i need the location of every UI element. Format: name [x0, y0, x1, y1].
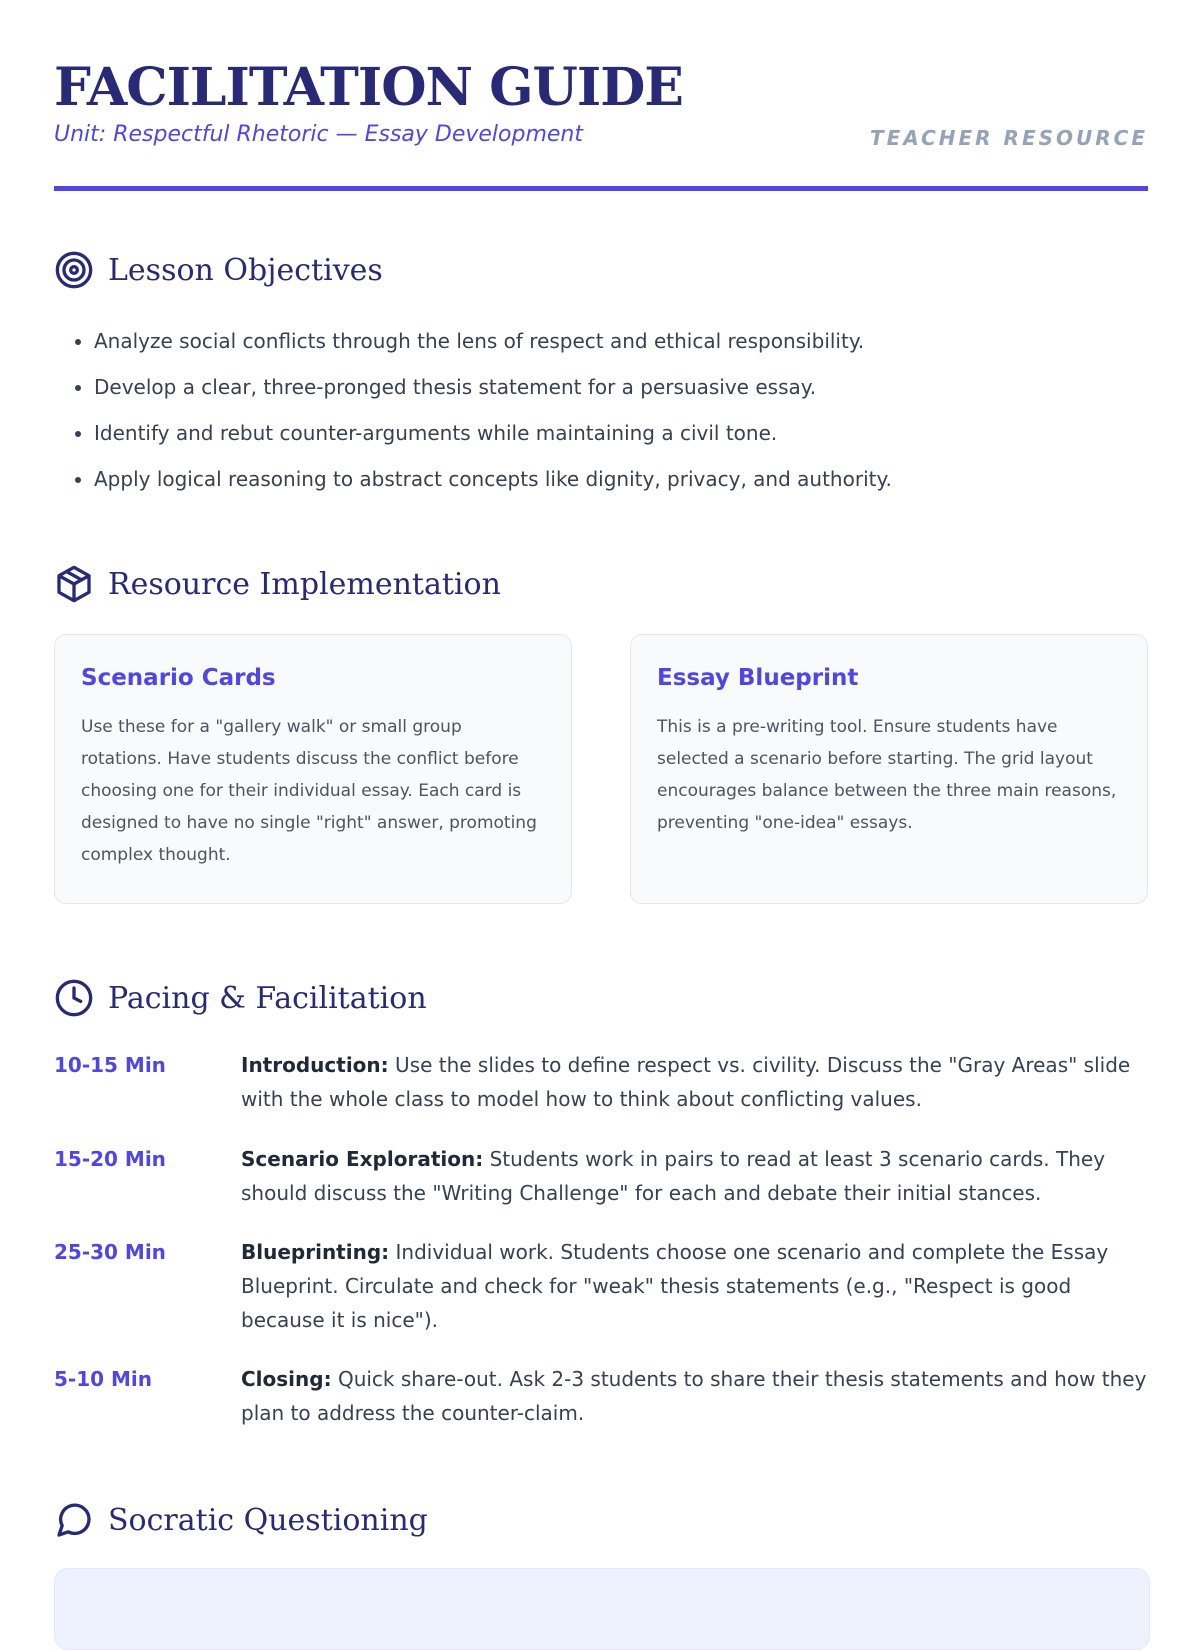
pacing-description	[241, 1362, 1148, 1430]
header	[54, 56, 1148, 150]
essay-blueprint-card	[630, 634, 1148, 904]
pacing-heading-text: Pacing & Facilitation	[108, 980, 427, 1016]
card-body: Use these for a "gallery walk" or small group rotations. Have students discuss the conflict before choosing one for their individual essay. Each card is designed to have no single "right" answer, promoting complex thought.	[81, 717, 537, 865]
pacing-row	[54, 1142, 1148, 1210]
scenario-cards-card	[54, 634, 572, 904]
package-icon	[54, 564, 94, 604]
unit-subtitle: Unit: Respectful Rhetoric — Essay Development	[54, 122, 583, 147]
list-item: • Apply logical reasoning to abstract concepts like dignity, privacy, and authority.	[94, 456, 1154, 502]
list-item: • Analyze social conflicts through the lens of respect and ethical responsibility.	[94, 318, 1154, 364]
socratic-heading-text: Socratic Questioning	[108, 1502, 428, 1538]
teacher-resource-tag: TEACHER RESOURCE	[869, 126, 1148, 150]
section-heading-socratic	[54, 1500, 428, 1540]
pacing-label: Scenario Exploration:	[241, 1147, 484, 1171]
pacing-description	[241, 1142, 1148, 1210]
card-body: This is a pre-writing tool. Ensure students have selected a scenario before starting. The grid layout encourages balance between the three main reasons, preventing "one-idea" essays.	[657, 717, 1117, 833]
pacing-label: Introduction:	[241, 1053, 389, 1077]
objectives-list	[54, 318, 1154, 502]
page-title: FACILITATION GUIDE	[54, 57, 683, 118]
pacing-time: 10-15 Min	[54, 1053, 166, 1077]
section-heading-pacing	[54, 978, 427, 1018]
objectives-heading-text: Lesson Objectives	[108, 252, 383, 288]
socratic-questions-box	[54, 1568, 1150, 1650]
section-heading-objectives	[54, 250, 383, 290]
pacing-text: Students work in pairs to read at least 3 scenario cards. They should discuss the "Writing Challenge" for each and debate their initial stances.	[241, 1147, 1106, 1205]
pacing-text: Quick share-out. Ask 2-3 students to share their thesis statements and how they plan to address the counter-claim.	[241, 1367, 1147, 1425]
pacing-description	[241, 1048, 1148, 1116]
pacing-time: 25-30 Min	[54, 1240, 166, 1264]
pacing-text: Individual work. Students choose one scenario and complete the Essay Blueprint. Circulate and check for "weak" thesis statements (e.g., "Respect is good because it is nice").	[241, 1240, 1109, 1332]
card-title: Scenario Cards	[81, 665, 276, 691]
pacing-row	[54, 1048, 1148, 1116]
pacing-time: 5-10 Min	[54, 1367, 153, 1391]
list-item: • Identify and rebut counter-arguments while maintaining a civil tone.	[94, 410, 1154, 456]
header-divider	[54, 186, 1148, 191]
pacing-description	[241, 1235, 1148, 1337]
pacing-row	[54, 1362, 1148, 1430]
resources-heading-text: Resource Implementation	[108, 566, 501, 602]
card-title: Essay Blueprint	[657, 665, 859, 691]
clock-icon	[54, 978, 94, 1018]
pacing-label: Closing:	[241, 1367, 332, 1391]
pacing-label: Blueprinting:	[241, 1240, 390, 1264]
pacing-text: Use the slides to define respect vs. civility. Discuss the "Gray Areas" slide with the whole class to model how to think about conflicting values.	[241, 1053, 1131, 1111]
pacing-row	[54, 1235, 1148, 1337]
speech-bubble-icon	[54, 1500, 94, 1540]
pacing-time: 15-20 Min	[54, 1147, 166, 1171]
list-item: • Develop a clear, three-pronged thesis statement for a persuasive essay.	[94, 364, 1154, 410]
target-icon	[54, 250, 94, 290]
section-heading-resources	[54, 564, 501, 604]
